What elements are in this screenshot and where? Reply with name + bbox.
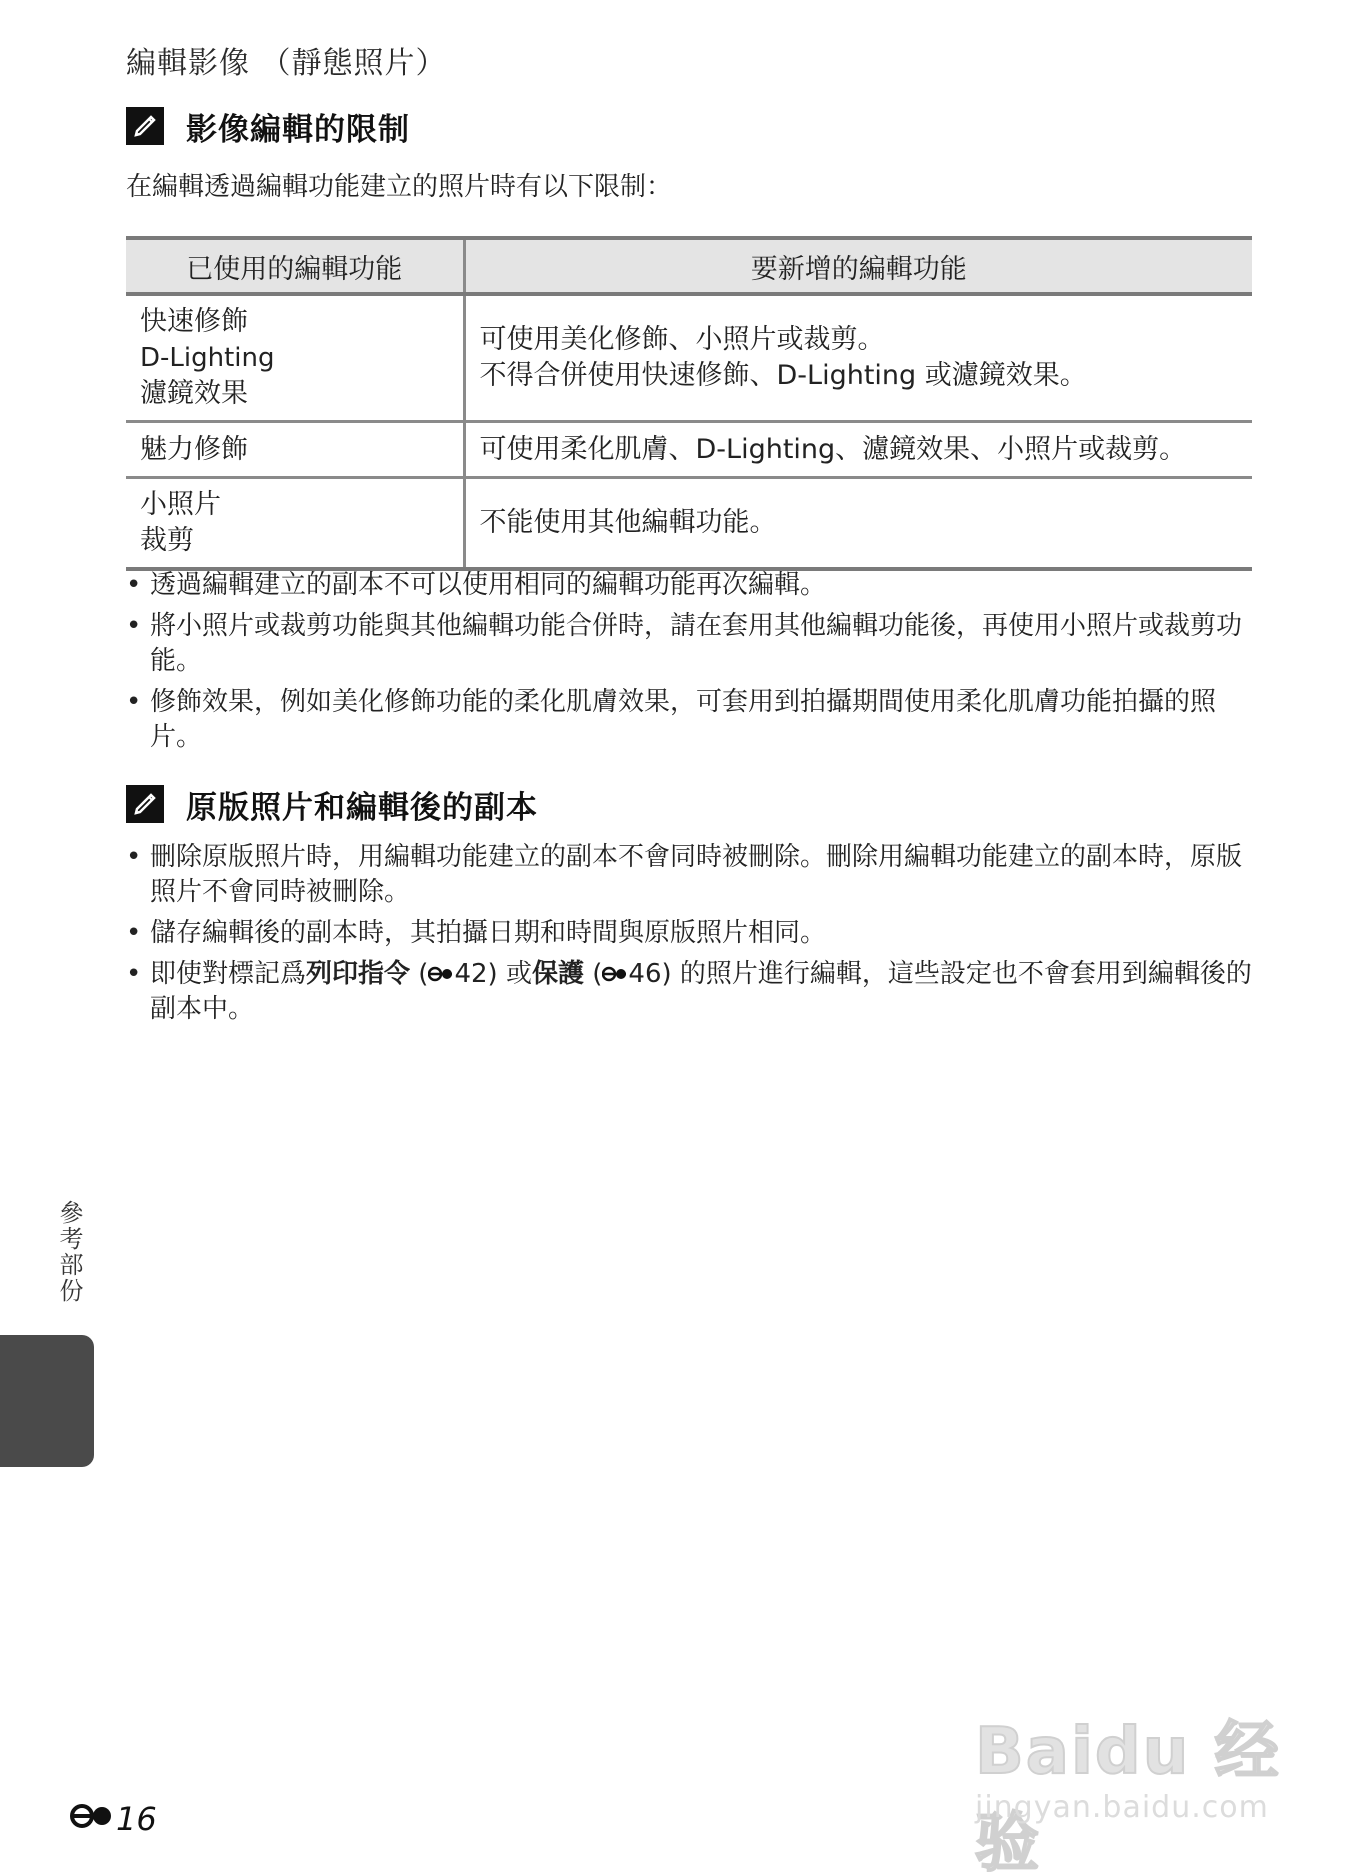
section-originals-and-copies [126, 782, 1252, 826]
text-run: ( [583, 959, 603, 989]
list-item: • 儲存編輯後的副本時，其拍攝日期和時間與原版照片相同。 [126, 916, 1252, 951]
table-row [126, 422, 1252, 478]
list-item [126, 957, 1252, 1027]
list-item: • 將小照片或裁剪功能與其他編輯功能合併時，請在套用其他編輯功能後，再使用小照片或裁剪功能。 [126, 609, 1252, 679]
reference-section-icon [70, 1800, 114, 1838]
cell-line: 小照片 [140, 489, 221, 520]
section-heading [126, 104, 1252, 148]
cell-line: 魅力修飾 [140, 433, 248, 465]
watermark [975, 1690, 1300, 1872]
cell-line: 不得合併使用快速修飾、D-Lighting 或濾鏡效果。 [479, 360, 1087, 391]
page-number [70, 1800, 157, 1838]
section-heading [126, 782, 1252, 826]
reference-section-icon [428, 957, 454, 992]
table-cell-added [464, 422, 1252, 478]
page-ref[interactable]: 46 [628, 959, 662, 989]
text-run: ) 的照片進行編輯，這些設定也不會套用到編輯後的副本中。 [150, 959, 1252, 1024]
section-title: 原版照片和編輯後的副本 [186, 789, 538, 826]
text-run: ) 或 [487, 959, 532, 989]
pencil-note-icon [126, 107, 164, 145]
table-cell-used [126, 478, 464, 570]
side-section-tab [0, 1335, 94, 1467]
cell-line: 可使用美化修飾、小照片或裁剪。 [479, 324, 885, 355]
table-cell-used [126, 422, 464, 478]
list-item: • 修飾效果，例如美化修飾功能的柔化肌膚效果，可套用到拍攝期間使用柔化肌膚功能拍攝的照片。 [126, 685, 1252, 755]
page-number-text: 16 [116, 1800, 157, 1838]
running-head: 編輯影像 （靜態照片） [126, 46, 447, 81]
print-order-link[interactable]: 列印指令 [306, 959, 411, 989]
restrictions-bullet-list [126, 568, 1252, 761]
table-cell-used [126, 294, 464, 422]
text-run: 即使對標記爲 [150, 959, 307, 989]
table-cell-added [464, 294, 1252, 422]
cell-line: 裁剪 [140, 525, 194, 556]
text-run: ( [410, 959, 429, 989]
list-item: • 透過編輯建立的副本不可以使用相同的編輯功能再次編輯。 [126, 568, 1252, 603]
table-row [126, 478, 1252, 570]
side-section-label: 參考部份 [55, 1200, 83, 1304]
table-header-row [126, 238, 1252, 294]
table-cell-added [464, 478, 1252, 570]
column-header-used: 已使用的編輯功能 [126, 238, 464, 294]
copies-bullet-list [126, 840, 1252, 1033]
section-editing-restrictions [126, 104, 1252, 203]
column-header-added: 要新增的編輯功能 [464, 238, 1252, 294]
section-title: 影像編輯的限制 [186, 111, 410, 148]
cell-line: D-Lighting [140, 343, 275, 373]
page-ref[interactable]: 42 [454, 959, 488, 989]
watermark-url: jingyan.baidu.com [975, 1790, 1269, 1825]
cell-line: 濾鏡效果 [140, 378, 248, 409]
list-item: • 刪除原版照片時，用編輯功能建立的副本不會同時被刪除。刪除用編輯功能建立的副本時，原版照片不會同時被刪除。 [126, 840, 1252, 910]
reference-section-icon [602, 957, 628, 992]
cell-line: 可使用柔化肌膚、D-Lighting、濾鏡效果、小照片或裁剪。 [479, 433, 1187, 465]
restrictions-table [126, 236, 1252, 571]
table-row [126, 294, 1252, 422]
section-intro: 在編輯透過編輯功能建立的照片時有以下限制： [126, 172, 673, 202]
watermark-logo: Baidu 经验 [975, 1715, 1281, 1872]
pencil-note-icon [126, 785, 164, 823]
cell-line: 不能使用其他編輯功能。 [479, 507, 777, 538]
protect-link[interactable]: 保護 [531, 959, 584, 989]
cell-line: 快速修飾 [140, 306, 248, 337]
